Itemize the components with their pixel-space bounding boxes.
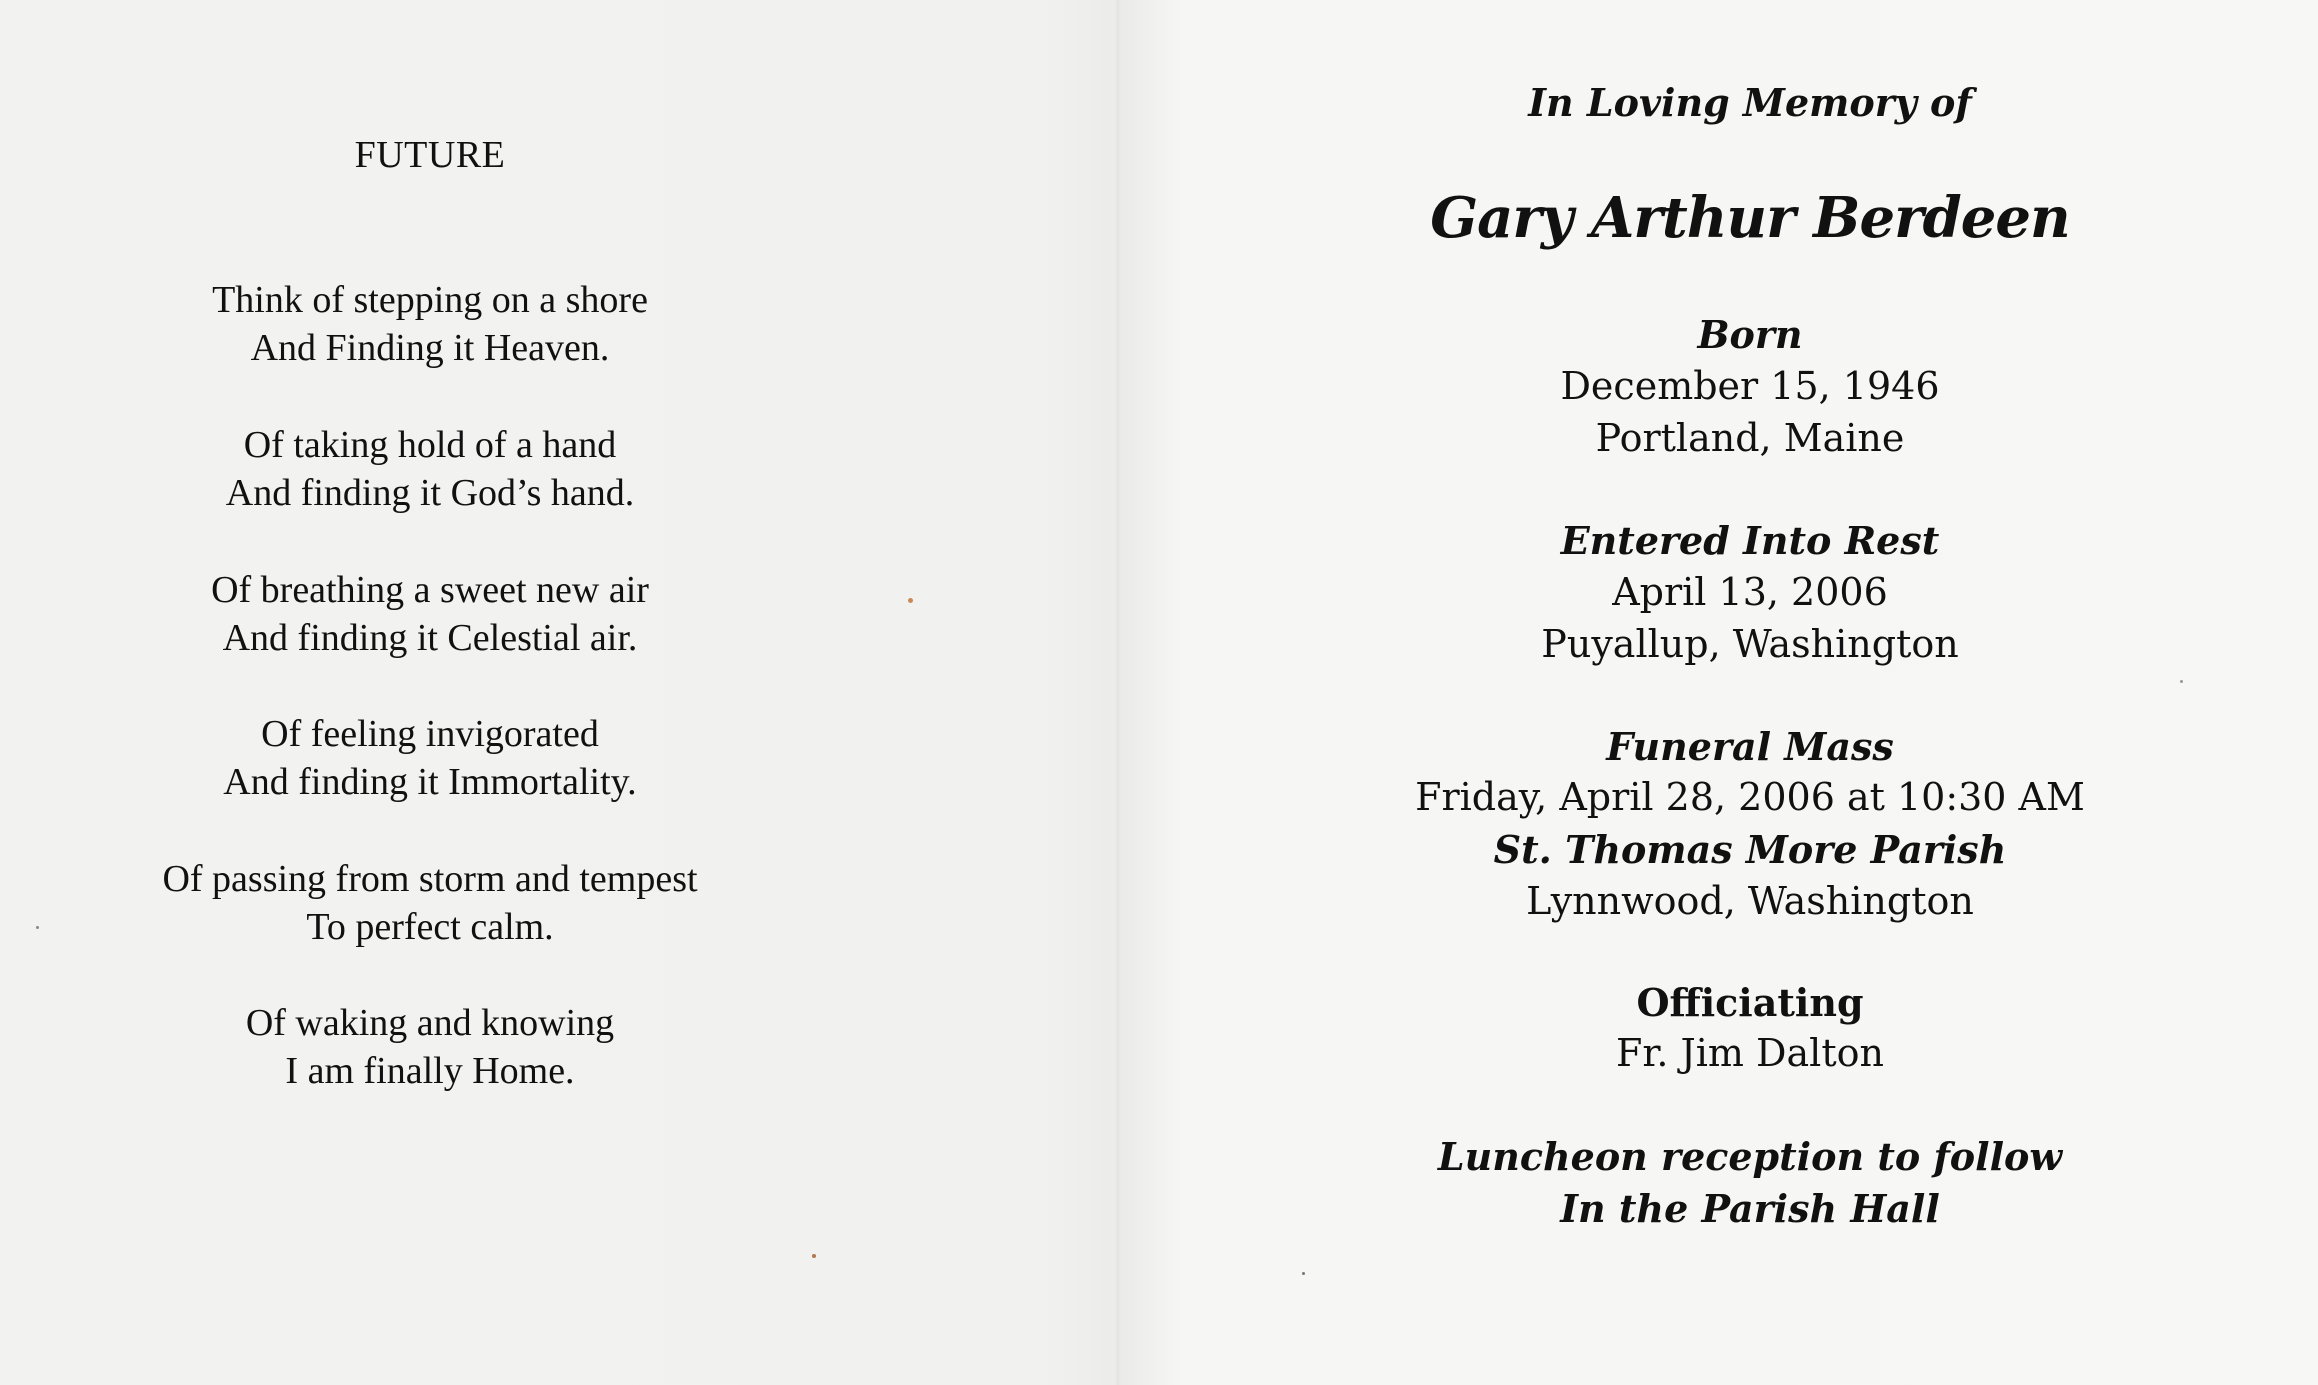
poem-stanza <box>40 276 820 372</box>
center-fold <box>1115 0 1121 1385</box>
born-place: Portland, Maine <box>1595 416 1905 460</box>
poem-line: Of taking hold of a hand <box>243 424 617 466</box>
poem-line: And finding it God’s hand. <box>225 472 635 514</box>
poem-stanza <box>40 855 820 951</box>
poem-line: And finding it Celestial air. <box>222 617 638 659</box>
memorial-panel <box>1335 0 2165 1385</box>
officiating-heading: Officiating <box>1636 980 1864 1025</box>
paper-speck <box>36 926 39 929</box>
officiant-name: Fr. Jim Dalton <box>1616 1031 1884 1075</box>
poem-line: Of feeling invigorated <box>261 713 599 755</box>
born-date: December 15, 1946 <box>1560 364 1940 408</box>
rest-place: Puyallup, Washington <box>1541 622 1959 666</box>
rest-date: April 13, 2006 <box>1612 570 1888 614</box>
poem-line: Think of stepping on a shore <box>212 279 648 321</box>
poem-line: Of passing from storm and tempest <box>162 858 698 900</box>
born-heading: Born <box>1697 312 1803 357</box>
poem-line: Of breathing a sweet new air <box>211 569 649 611</box>
mass-place: Lynnwood, Washington <box>1526 879 1974 923</box>
poem-panel <box>40 0 820 1385</box>
deceased-name: Gary Arthur Berdeen <box>1430 185 2070 251</box>
poem-line: To perfect calm. <box>306 906 554 948</box>
poem-stanza <box>40 710 820 806</box>
poem-line: Of waking and knowing <box>245 1002 615 1044</box>
mass-datetime: Friday, April 28, 2006 at 10:30 AM <box>1415 775 2085 819</box>
reception-line-2: In the Parish Hall <box>1560 1186 1940 1231</box>
mass-parish: St. Thomas More Parish <box>1493 827 2007 872</box>
poem-line: And Finding it Heaven. <box>250 327 610 369</box>
poem-line: I am finally Home. <box>285 1050 575 1092</box>
poem-line: And finding it Immortality. <box>223 761 637 803</box>
mass-heading: Funeral Mass <box>1606 724 1894 769</box>
poem-stanza <box>40 566 820 662</box>
paper-speck <box>1302 1272 1305 1275</box>
poem-stanza <box>40 421 820 517</box>
paper-speck <box>2180 680 2183 683</box>
paper-speck <box>908 598 913 603</box>
poem-stanza <box>40 999 820 1095</box>
rest-heading: Entered Into Rest <box>1560 518 1940 563</box>
reception-line-1: Luncheon reception to follow <box>1437 1134 2063 1179</box>
poem-title: FUTURE <box>354 134 506 176</box>
memorial-intro: In Loving Memory of <box>1528 80 1972 125</box>
